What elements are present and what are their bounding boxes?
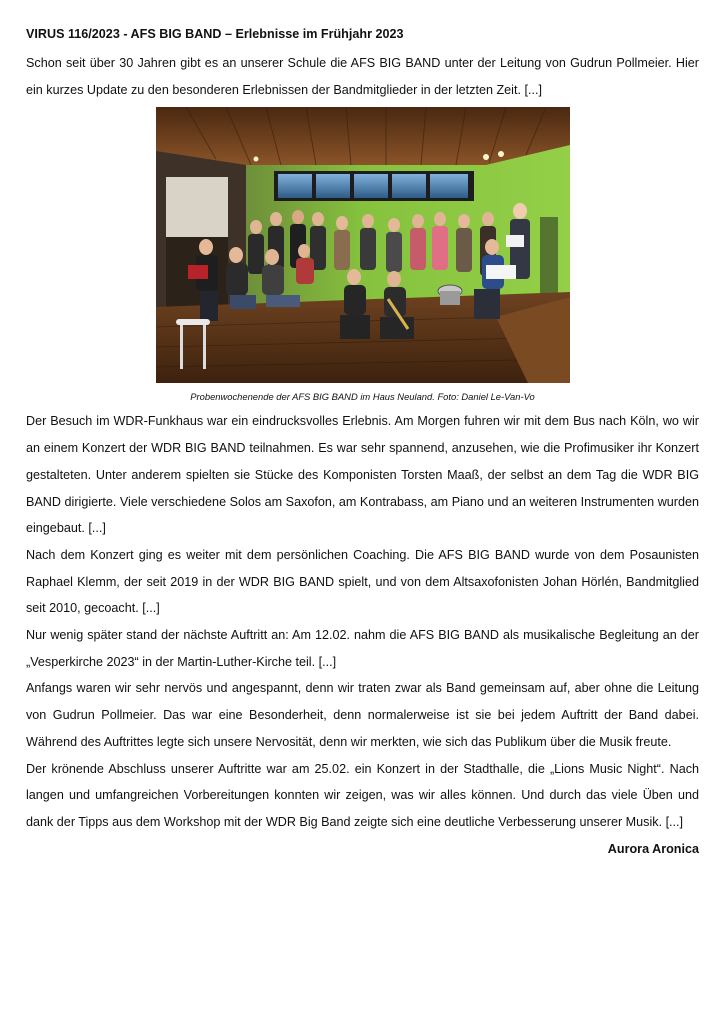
intro-paragraph: Schon seit über 30 Jahren gibt es an unserer Schule die AFS BIG BAND unter der Leitung von Gudrun Pollmeier. Hier ein kurzes Update zu den besonderen Erlebnissen der Bandmitglieder in der letzten Zeit. [...] [26, 56, 699, 97]
author-signature: Aurora Aronica [607, 841, 699, 856]
photo-caption: Probenwochenende der AFS BIG BAND im Haus Neuland. Foto: Daniel Le-Van-Vo [190, 391, 535, 403]
paragraph-vesperkirche: Nur wenig später stand der nächste Auftritt an: Am 12.02. nahm die AFS BIG BAND als musikalische Begleitung an der „Vesperkirche 2023“ in der Martin-Luther-Kirche teil. [...] [26, 628, 699, 669]
article [26, 24, 699, 862]
paragraph-wdr-visit: Der Besuch im WDR-Funkhaus war ein eindrucksvolles Erlebnis. Am Morgen fuhren wir mit dem Bus nach Köln, wo wir an einem Konzert der WDR BIG BAND teilnahmen. Es war sehr spannend, anzusehen, wie die Profimusiker ihr Konzert gestalteten. Unter anderem spielten sie Stücke des Komponisten Torsten Maaß, der selbst an dem Tag die WDR BIG BAND dirigierte. Viele verschiedene Solos am Saxofon, am Kontrabass, am Piano und an weiteren Instrumenten wurden eingebaut. [...] [26, 414, 699, 536]
paragraph-lions-music-night: Der krönende Abschluss unserer Auftritte war am 25.02. ein Konzert in der Stadthalle, die „Lions Music Night“. Nach langen und umfangreichen Vorbereitungen konnten wir zeigen, was wir alles können. Und durch das viele Üben und dank der Tipps aus dem Workshop mit der WDR Big Band zeigte sich eine deutliche Verbesserung unserer Musik. [...] [26, 761, 699, 829]
article-title: VIRUS 116/2023 - AFS BIG BAND – Erlebnisse im Frühjahr 2023 [26, 27, 404, 41]
paragraph-nervous: Anfangs waren wir sehr nervös und angespannt, denn wir traten zwar als Band gemeinsam auf, aber ohne die Leitung von Gudrun Pollmeier. Das war eine Besonderheit, denn normalerweise ist sie bei jedem Auftritt der Band dabei. Während des Auftrittes legte sich unsere Nervosität, denn wir merkten, wie sich das Publikum über die Musik freute. [26, 681, 699, 749]
band-photo [156, 107, 570, 383]
paragraph-coaching: Nach dem Konzert ging es weiter mit dem persönlichen Coaching. Die AFS BIG BAND wurde von dem Posaunisten Raphael Klemm, der seit 2019 in der WDR BIG BAND spielt, und von dem Altsaxofonisten Johan Hörlén, Bandmitglied seit 2010, gecoacht. [...] [26, 547, 699, 616]
